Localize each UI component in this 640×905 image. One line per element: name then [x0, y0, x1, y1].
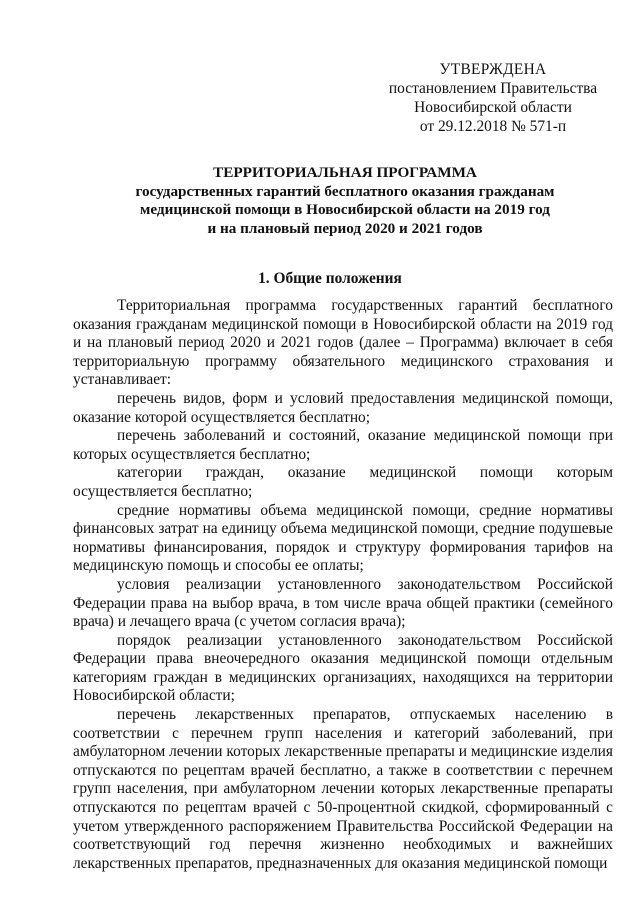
title-line: ТЕРРИТОРИАЛЬНАЯ ПРОГРАММА [213, 164, 477, 181]
paragraph: средние нормативы объема медицинской помощи, средние нормативы финансовых затрат на единицу объема медицинской помощи, средние подушевые нормативы финансирования, порядок и структуру формирования тарифов на медицинскую помощь и способы ее оплаты; [73, 501, 613, 575]
paragraph: перечень видов, форм и условий предоставления медицинской помощи, оказание которой осуществляется бесплатно; [73, 389, 613, 426]
approval-heading: УТВЕРЖДЕНА [439, 61, 547, 78]
approval-date-line: от 29.12.2018 № 571-п [419, 118, 567, 135]
paragraph: порядок реализации установленного законодательством Российской Федерации права внеочередного оказания медицинской помощи отдельным категориям граждан в медицинских организациях, находящихся на территории Новосибирской области; [73, 631, 613, 705]
title-line: государственных гарантий бесплатного оказания гражданам [135, 182, 555, 200]
paragraph: перечень лекарственных препаратов, отпускаемых населению в соответствии с перечнем групп населения и категорий заболеваний, при амбулаторном лечении которых лекарственные препараты и медицинские изделия отпускаются по рецептам врачей бесплатно, а также в соответствии с перечнем групп населения, при амбулаторном лечении которых лекарственные препараты отпускаются по рецептам врачей с 50-процентной скидкой, сформированный с учетом утвержденного распоряжением Правительства Российской Федерации на соответствующий год перечня жизненно необходимых и важнейших лекарственных препаратов, предназначенных для оказания медицинской помощи [73, 706, 613, 872]
paragraph: категории граждан, оказание медицинской помощи которым осуществляется бесплатно; [73, 464, 613, 500]
title-line: и на плановый период 2020 и 2021 годов [207, 219, 483, 237]
document-title [90, 164, 600, 238]
section-heading: 1. Общие положения [258, 270, 402, 287]
approval-line: Новосибирской области [414, 99, 572, 116]
paragraph: перечень заболеваний и состояний, оказание медицинской помощи при которых осуществляется бесплатно; [73, 427, 613, 463]
body-text [73, 297, 613, 873]
paragraph: условия реализации установленного законодательством Российской Федерации права на выбор врача, в том числе врача общей практики (семейного врача) и лечащего врача (с учетом согласия врача); [73, 575, 613, 631]
title-line: медицинской помощи в Новосибирской области на 2019 год [140, 201, 550, 218]
approval-block [388, 60, 598, 136]
approval-line: постановлением Правительства [388, 80, 598, 97]
paragraph: Территориальная программа государственных гарантий бесплатного оказания гражданам медицинской помощи в Новосибирской области на 2019 год и на плановый период 2020 и 2021 годов (далее – Программа) включает в себя территориальную программу обязательного медицинского страхования и устанавливает: [73, 297, 613, 389]
